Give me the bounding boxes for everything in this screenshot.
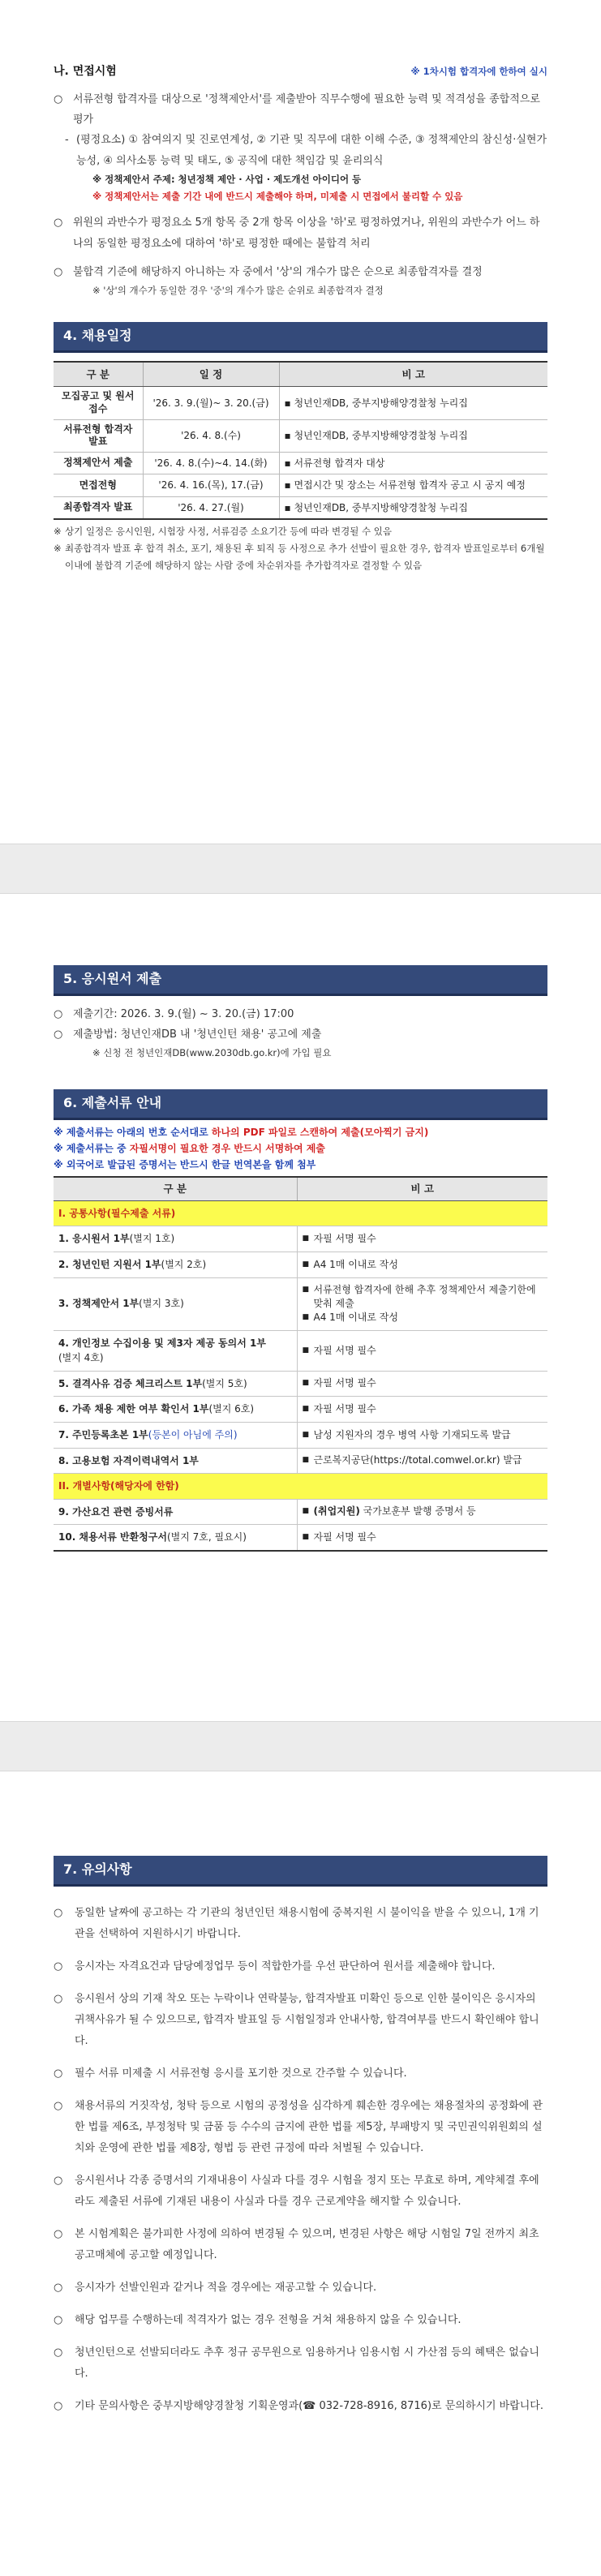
list-item: ○ 기타 문의사항은 중부지방해양경찰청 기획운영과(☎ 032-728-8916, 8716)로 문의하시기 바랍니다. [54, 2396, 547, 2417]
circle-bullet-icon: ○ [54, 2227, 63, 2240]
documents-header-row [54, 1177, 547, 1200]
table-row [54, 387, 547, 419]
documents-notice-2: ※ 제출서류는 중 자필서명이 필요한 경우 반드시 서명하여 제출 [54, 1142, 325, 1154]
table-row [54, 452, 547, 474]
document-name: 2. 청년인턴 지원서 1부(별지 2호) [54, 1252, 297, 1277]
table-row [54, 1448, 547, 1474]
document-name: 4. 개인정보 수집이용 및 제3자 제공 동의서 1부 (별지 4호) [54, 1330, 297, 1371]
document-name: 9. 가산요건 관련 증빙서류 [54, 1499, 297, 1525]
document-name: 8. 고용보험 자격이력내역서 1부 [54, 1448, 297, 1474]
list-item: ○ 청년인턴으로 선발되더라도 추후 정규 공무원으로 임용하거나 임용시험 시 가산점 등의 혜택은 없습니다. [54, 2342, 547, 2385]
circle-bullet-icon: ○ [54, 2067, 63, 2080]
schedule-header-note: 비 고 [279, 362, 547, 387]
document-note: ■ 근로복지공단(https://total.comwel.or.kr) 발급 [297, 1448, 547, 1474]
documents-category-common: I. 공통사항(필수제출 서류) [54, 1200, 547, 1226]
circle-bullet-icon: ○ [54, 2281, 63, 2294]
schedule-row-name: 정책제안서 제출 [54, 452, 143, 474]
schedule-row-name: 모집공고 및 원서접수 [54, 387, 143, 419]
documents-table [54, 1176, 547, 1552]
table-row [54, 1499, 547, 1525]
table-row [54, 1525, 547, 1551]
section-divider [0, 1721, 601, 1771]
schedule-row-date: '26. 4. 16.(목), 17.(금) [143, 474, 279, 497]
table-row [54, 1277, 547, 1330]
schedule-table [54, 361, 547, 521]
interview-note: ※ 1차시험 합격자에 한하여 실시 [410, 66, 547, 77]
documents-category-individual: II. 개별사항(해당자에 한함) [54, 1474, 547, 1500]
schedule-header-date: 일 정 [143, 362, 279, 387]
list-item: ○ 동일한 날짜에 공고하는 각 기관의 청년인턴 채용시험에 중복지원 시 불이익을 받을 수 있으니, 1개 기관을 선택하여 지원하시기 바랍니다. [54, 1903, 547, 1945]
table-row [54, 1226, 547, 1252]
interview-factors: - (평정요소) ① 참여의지 및 진로연계성, ② 기관 및 직무에 대한 이해 수준, ③ 정책제안의 참신성·실현가능성, ④ 의사소통 능력 및 태도, ⑤ 공직에 대한 책임감 및 윤리의식 [65, 134, 547, 167]
document-note: ■ A4 1매 이내로 작성 [297, 1252, 547, 1277]
documents-notice-1: ※ 제출서류는 아래의 번호 순서대로 하나의 PDF 파일로 스캔하여 제출(모아찍기 금지) [54, 1126, 429, 1138]
document-name: 3. 정책제안서 1부(별지 3호) [54, 1277, 297, 1330]
list-item: ○ 채용서류의 거짓작성, 청탁 등으로 시험의 공정성을 심각하게 훼손한 경우에는 채용절차의 공정화에 관한 법률 제6조, 부정청탁 및 금품 등 수수의 금지에 관한 법률 제5장, 부패방지 및 국민권익위원회의 설치와 운영에 관한 법률 제8장, 형법 등 관련 규정에 따라 처벌될 수 있습니다. [54, 2096, 547, 2159]
circle-bullet-icon: ○ [54, 1960, 63, 1973]
circle-bullet-icon: ○ [54, 2399, 63, 2412]
precautions-card [0, 1771, 601, 2576]
document-note: ■ 자필 서명 필수 [297, 1371, 547, 1397]
list-item: ○ 본 시험계획은 불가피한 사정에 의하여 변경될 수 있으며, 변경된 사항은 해당 시험일 7일 전까지 최초 공고매체에 공고할 예정입니다. [54, 2224, 547, 2266]
interview-bullet-3-sub: ※ '상'의 개수가 동일한 경우 '중'의 개수가 많은 순위로 최종합격자 결정 [92, 285, 384, 297]
table-row [54, 419, 547, 452]
policy-warning: ※ 정책제안서는 제출 기간 내에 반드시 제출해야 하며, 미제출 시 면접에서 불리할 수 있음 [92, 190, 463, 202]
interview-and-schedule-card [0, 0, 601, 844]
table-row [54, 1397, 547, 1423]
document-note: ■ 자필 서명 필수 [297, 1397, 547, 1423]
interview-bullet-1: ○ 서류전형 합격자를 대상으로 '정책제안서'를 제출받아 직무수행에 필요한 능력 및 적격성을 종합적으로 평가 [54, 89, 547, 131]
document-note: ■ 자필 서명 필수 [297, 1525, 547, 1551]
table-row [54, 1252, 547, 1277]
schedule-row-note: ▪ 청년인재DB, 중부지방해양경찰청 누리집 [279, 419, 547, 452]
schedule-row-name: 면접전형 [54, 474, 143, 497]
interview-bullet-2: ○ 위원의 과반수가 평정요소 5개 항목 중 2개 항목 이상을 '하'로 평정하였거나, 위원의 과반수가 어느 하나의 동일한 평정요소에 대하여 '하'로 평정한 때에는 불합격 처리 [54, 213, 547, 254]
table-row [54, 474, 547, 497]
circle-bullet-icon: ○ [54, 2313, 63, 2326]
schedule-note-2: ※ 최종합격자 발표 후 합격 취소, 포기, 채용된 후 퇴직 등 사정으로 추가 선발이 필요한 경우, 합격자 발표일로부터 6개월 이내에 불합격 기준에 해당하지 않는 사람 중에 차순위자를 추가합격자로 결정할 수 있음 [54, 543, 545, 571]
documents-header-category: 구 분 [54, 1177, 297, 1200]
table-row [54, 1423, 547, 1449]
precautions-heading: 7. 유의사항 [54, 1856, 547, 1887]
schedule-row-note: ▪ 면접시간 및 장소는 서류전형 합격자 공고 시 공지 예정 [279, 474, 547, 497]
section-divider [0, 844, 601, 894]
circle-bullet-icon: ○ [54, 1992, 63, 2005]
interview-bullet-3: ○ 불합격 기준에 해당하지 아니하는 자 중에서 '상'의 개수가 많은 순으로 최종합격자를 결정 [54, 262, 547, 282]
schedule-row-note: ▪ 청년인재DB, 중부지방해양경찰청 누리집 [279, 387, 547, 419]
list-item: ○ 필수 서류 미제출 시 서류전형 응시를 포기한 것으로 간주할 수 있습니다. [54, 2063, 547, 2084]
application-method-sub: ※ 신청 전 청년인재DB(www.2030db.go.kr)에 가입 필요 [92, 1047, 332, 1059]
document-name: 6. 가족 채용 제한 여부 확인서 1부(별지 6호) [54, 1397, 297, 1423]
list-item: ○ 응시원서나 각종 증명서의 기재내용이 사실과 다를 경우 시험을 정지 또는 무효로 하며, 계약체결 후에라도 제출된 서류에 기재된 내용이 사실과 다를 경우 근로계약을 해지할 수 있습니다. [54, 2170, 547, 2213]
circle-bullet-icon: ○ [54, 2346, 63, 2359]
application-and-documents-card [0, 894, 601, 1721]
precautions-list [54, 1903, 547, 2417]
document-note: ■ 남성 지원자의 경우 병역 사항 기재되도록 발급 [297, 1423, 547, 1449]
circle-bullet-icon: ○ [54, 1028, 63, 1041]
policy-topic: ※ 정책제안서 주제: 청년정책 제안 · 사업 · 제도개선 아이디어 등 [92, 174, 362, 186]
schedule-row-note: ▪ 청년인재DB, 중부지방해양경찰청 누리집 [279, 496, 547, 519]
document-name: 7. 주민등록초본 1부(등본이 아님에 주의) [54, 1423, 297, 1449]
interview-title: 나. 면접시험 [54, 65, 117, 78]
application-method: ○ 제출방법: 청년인재DB 내 '청년인턴 채용' 공고에 제출 [54, 1024, 547, 1045]
circle-bullet-icon: ○ [54, 2099, 63, 2112]
interview-section-heading [54, 63, 547, 81]
list-item: ○ 응시원서 상의 기재 착오 또는 누락이나 연락불능, 합격자발표 미확인 등으로 인한 불이익은 응시자의 귀책사유가 될 수 있으므로, 합격자 발표일 등 시험일정과 안내사항, 합격여부를 반드시 확인해야 합니다. [54, 1989, 547, 2052]
list-item: ○ 응시자가 선발인원과 같거나 적을 경우에는 재공고할 수 있습니다. [54, 2278, 547, 2299]
circle-bullet-icon: ○ [54, 92, 63, 105]
circle-bullet-icon: ○ [54, 217, 63, 230]
schedule-heading: 4. 채용일정 [54, 322, 547, 353]
schedule-row-date: '26. 3. 9.(월)~ 3. 20.(금) [143, 387, 279, 419]
list-item: ○ 해당 업무를 수행하는데 적격자가 없는 경우 전형을 거쳐 채용하지 않을 수 있습니다. [54, 2310, 547, 2331]
circle-bullet-icon: ○ [54, 1007, 63, 1020]
schedule-row-date: '26. 4. 27.(월) [143, 496, 279, 519]
schedule-header-category: 구 분 [54, 362, 143, 387]
circle-bullet-icon: ○ [54, 266, 63, 279]
document-name: 1. 응시원서 1부(별지 1호) [54, 1226, 297, 1252]
table-row [54, 496, 547, 519]
document-name: 10. 채용서류 반환청구서(별지 7호, 필요시) [54, 1525, 297, 1551]
document-note: ■ 자필 서명 필수 [297, 1330, 547, 1371]
schedule-row-name: 서류전형 합격자 발표 [54, 419, 143, 452]
document-name: 5. 결격사유 검증 체크리스트 1부(별지 5호) [54, 1371, 297, 1397]
documents-heading: 6. 제출서류 안내 [54, 1089, 547, 1120]
table-row [54, 1371, 547, 1397]
circle-bullet-icon: ○ [54, 1906, 63, 1919]
documents-notice-3: ※ 외국어로 발급된 증명서는 반드시 한글 번역본을 함께 첨부 [54, 1158, 316, 1170]
document-note: ■ 자필 서명 필수 [297, 1226, 547, 1252]
schedule-row-name: 최종합격자 발표 [54, 496, 143, 519]
application-period: ○ 제출기간: 2026. 3. 9.(월) ~ 3. 20.(금) 17:00 [54, 1004, 547, 1024]
schedule-row-note: ▪ 서류전형 합격자 대상 [279, 452, 547, 474]
application-heading: 5. 응시원서 제출 [54, 965, 547, 996]
document-note: ■ 서류전형 합격자에 한해 추후 정책제안서 제출기한에 맞춰 제출 ■ A4 1매 이내로 작성 [297, 1277, 547, 1330]
schedule-row-date: '26. 4. 8.(수) [143, 419, 279, 452]
table-row [54, 1330, 547, 1371]
list-item: ○ 응시자는 자격요건과 담당예정업무 등이 적합한가를 우선 판단하여 원서를 제출해야 합니다. [54, 1956, 547, 1977]
documents-header-note: 비 고 [297, 1177, 547, 1200]
document-note: ■ (취업지원) 국가보훈부 발행 증명서 등 [297, 1499, 547, 1525]
schedule-note-1: ※ 상기 일정은 응시인원, 시험장 사정, 서류검증 소요기간 등에 따라 변경될 수 있음 [54, 526, 393, 538]
circle-bullet-icon: ○ [54, 2174, 63, 2187]
schedule-header-row [54, 362, 547, 387]
schedule-row-date: '26. 4. 8.(수)~4. 14.(화) [143, 452, 279, 474]
